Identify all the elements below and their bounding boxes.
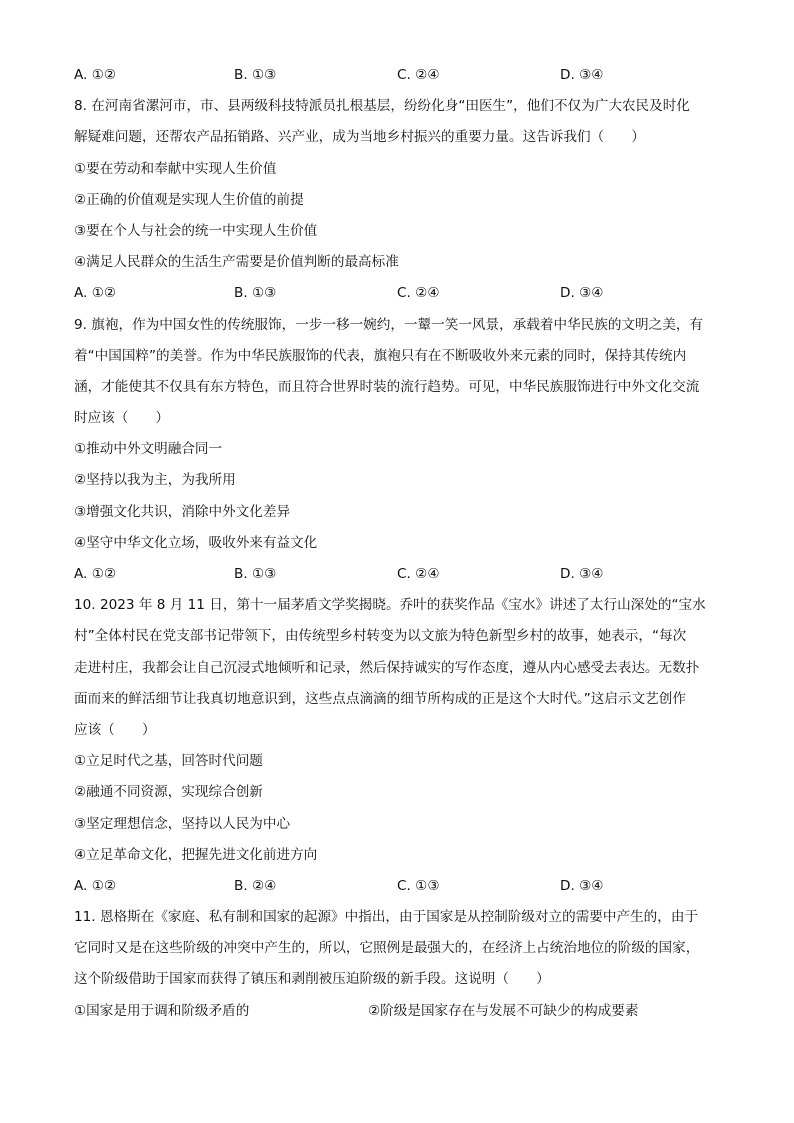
question-stem-line: 10. 2023 年 8 月 11 日，第十一届茅盾文学奖揭晓。乔叶的获奖作品《宝水》讲述了太行山深处的“宝水 (74, 597, 706, 614)
statement-4: ④立足革命文化，把握先进文化前进方向 (74, 846, 318, 863)
option-c[interactable]: C. ①③ (397, 877, 440, 894)
question-stem-line: 8. 在河南省漯河市，市、县两级科技特派员扎根基层，纷纷化身“田医生”，他们不仅为广大农民及时化 (74, 98, 690, 115)
q8-options (74, 282, 724, 313)
option-d[interactable]: D. ③④ (560, 566, 604, 582)
question-stem-line: 应该（ ） (74, 721, 156, 738)
question-stem-line: 11. 恩格斯在《家庭、私有制和国家的起源》中指出，由于国家是从控制阶级对立的需要中产生的，由于 (74, 909, 699, 926)
option-b[interactable]: B. ②④ (234, 877, 277, 894)
option-c[interactable]: C. ②④ (397, 285, 440, 302)
statement-2: ②阶级是国家存在与发展不可缺少的构成要素 (368, 1002, 639, 1019)
question-stem-line: 涵，才能使其不仅具有东方特色，而且符合世界时装的流行趋势。可见，中华民族服饰进行中外文化交流 (74, 378, 700, 395)
question-stem-line: 解疑难问题，还帮农产品拓销路、兴产业，成为当地乡村振兴的重要力量。这告诉我们（ ） (74, 129, 645, 146)
option-b[interactable]: B. ①③ (234, 566, 277, 582)
question-11 (74, 906, 724, 1031)
statement-3: ③要在个人与社会的统一中实现人生价值 (74, 222, 318, 239)
question-8 (74, 95, 724, 313)
exam-page (74, 64, 724, 1031)
question-stem-line: 面而来的鲜活细节让我真切地意识到，这些点点滴滴的细节所构成的正是这个大时代。”这启示文艺创作 (74, 690, 686, 707)
option-d[interactable]: D. ③④ (560, 67, 604, 83)
statement-1: ①国家是用于调和阶级矛盾的 (74, 1002, 250, 1019)
option-c[interactable]: C. ②④ (397, 566, 440, 582)
question-stem-line: 它同时又是在这些阶级的冲突中产生的，所以，它照例是最强大的，在经济上占统治地位的阶级的国家， (74, 940, 700, 957)
option-d[interactable]: D. ③④ (560, 285, 604, 302)
option-a[interactable]: A. ①② (74, 67, 117, 83)
q7-options (74, 64, 724, 95)
statement-2: ②坚持以我为主，为我所用 (74, 472, 236, 489)
statements-row (74, 1000, 724, 1031)
question-stem-line: 时应该（ ） (74, 410, 170, 427)
question-10 (74, 594, 724, 906)
statement-1: ①推动中外文明融合同一 (74, 441, 223, 458)
question-stem-line: 这个阶级借助于国家而获得了镇压和剥削被压迫阶级的新手段。这说明（ ） (74, 971, 550, 988)
option-d[interactable]: D. ③④ (560, 877, 604, 894)
option-b[interactable]: B. ①③ (234, 285, 277, 302)
option-c[interactable]: C. ②④ (397, 67, 440, 83)
statement-2: ②融通不同资源，实现综合创新 (74, 784, 263, 801)
q10-options (74, 875, 724, 906)
statement-2: ②正确的价值观是实现人生价值的前提 (74, 191, 304, 208)
question-stem-line: 村”全体村民在党支部书记带领下，由传统型乡村转变为以文旅为特色新型乡村的故事，她表示，“每次 (74, 628, 687, 645)
option-a[interactable]: A. ①② (74, 566, 117, 582)
statement-4: ④满足人民群众的生活生产需要是价值判断的最高标准 (74, 254, 399, 271)
statement-3: ③坚定理想信念，坚持以人民为中心 (74, 815, 291, 832)
question-stem-line: 着“中国国粹”的美誉。作为中华民族服饰的代表，旗袍只有在不断吸收外来元素的同时，保持其传统内 (74, 347, 687, 364)
option-b[interactable]: B. ①③ (234, 67, 277, 83)
question-9 (74, 314, 724, 595)
statement-4: ④坚守中华文化立场，吸收外来有益文化 (74, 534, 318, 551)
question-stem-line: 走进村庄，我都会让自己沉浸式地倾听和记录，然后保持诚实的写作态度，遵从内心感受去表达。无数扑 (74, 659, 700, 676)
option-a[interactable]: A. ①② (74, 285, 117, 302)
statement-3: ③增强文化共识，消除中外文化差异 (74, 503, 291, 520)
statement-1: ①立足时代之基，回答时代问题 (74, 753, 263, 770)
q9-options (74, 563, 724, 594)
statement-1: ①要在劳动和奉献中实现人生价值 (74, 160, 277, 177)
option-a[interactable]: A. ①② (74, 877, 117, 894)
question-stem-line: 9. 旗袍，作为中国女性的传统服饰，一步一移一婉约，一颦一笑一风景，承载着中华民族的文明之美，有 (74, 316, 704, 333)
